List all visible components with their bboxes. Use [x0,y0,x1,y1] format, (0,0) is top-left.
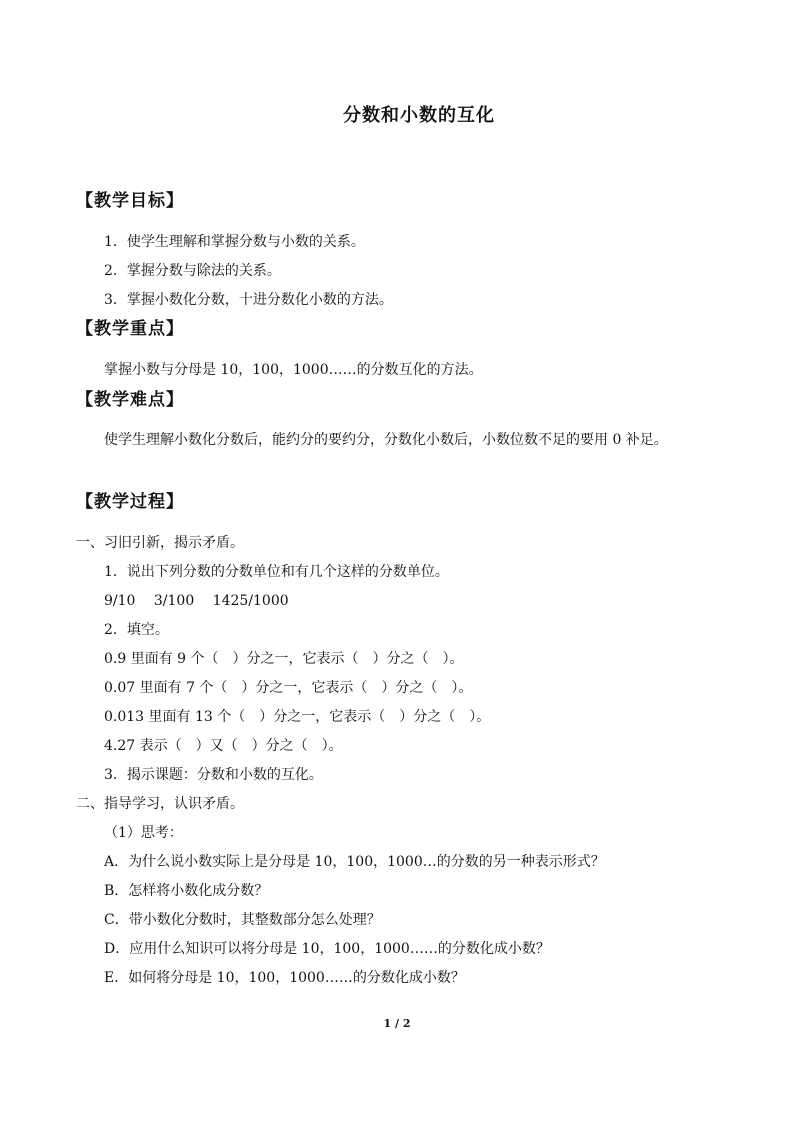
heading-objectives: 【教学目标】 [76,191,184,211]
section1-item: 0.07 里面有 7 个（ ）分之一，它表示（ ）分之（ ）。 [104,680,473,696]
section2-question: B．怎样将小数化成分数？ [104,883,269,899]
section2-think: （1）思考： [104,825,183,841]
section1-title: 一、习旧引新，揭示矛盾。 [76,535,244,551]
page-number: 1 / 2 [383,1017,411,1030]
section2-question: C．带小数化分数时，其整数部分怎么处理？ [104,912,381,928]
objective-item: 3．掌握小数化分数，十进分数化小数的方法。 [104,292,393,308]
keypoint-text: 掌握小数与分母是 10，100，1000……的分数互化的方法。 [104,362,483,378]
document-title: 分数和小数的互化 [343,105,495,126]
section1-item: 3．揭示课题：分数和小数的互化。 [104,767,323,783]
section1-item: 1．说出下列分数的分数单位和有几个这样的分数单位。 [104,564,449,580]
objective-item: 1．使学生理解和掌握分数与小数的关系。 [104,234,365,250]
heading-keypoints: 【教学重点】 [76,319,184,339]
difficulty-text: 使学生理解小数化分数后，能约分的要约分，分数化小数后，小数位数不足的要用 0 补足。 [104,432,668,448]
section2-question: D．应用什么知识可以将分母是 10，100，1000……的分数化成小数？ [104,941,550,957]
section1-item: 4.27 表示（ ）又（ ）分之（ ）。 [104,738,343,754]
section1-item: 2．填空。 [104,622,169,638]
heading-difficulties: 【教学难点】 [76,390,184,410]
section1-item: 9/10 3/100 1425/1000 [104,593,289,609]
section2-question: A．为什么说小数实际上是分母是 10，100，1000…的分数的另一种表示形式？ [104,854,605,870]
section1-item: 0.9 里面有 9 个（ ）分之一，它表示（ ）分之（ ）。 [104,651,464,667]
section2-question: E．如何将分母是 10，100，1000……的分数化成小数？ [104,970,465,986]
section1-item: 0.013 里面有 13 个（ ）分之一，它表示（ ）分之（ ）。 [104,709,491,725]
heading-process: 【教学过程】 [76,492,184,512]
section2-title: 二、指导学习，认识矛盾。 [76,796,244,812]
objective-item: 2．掌握分数与除法的关系。 [104,263,281,279]
